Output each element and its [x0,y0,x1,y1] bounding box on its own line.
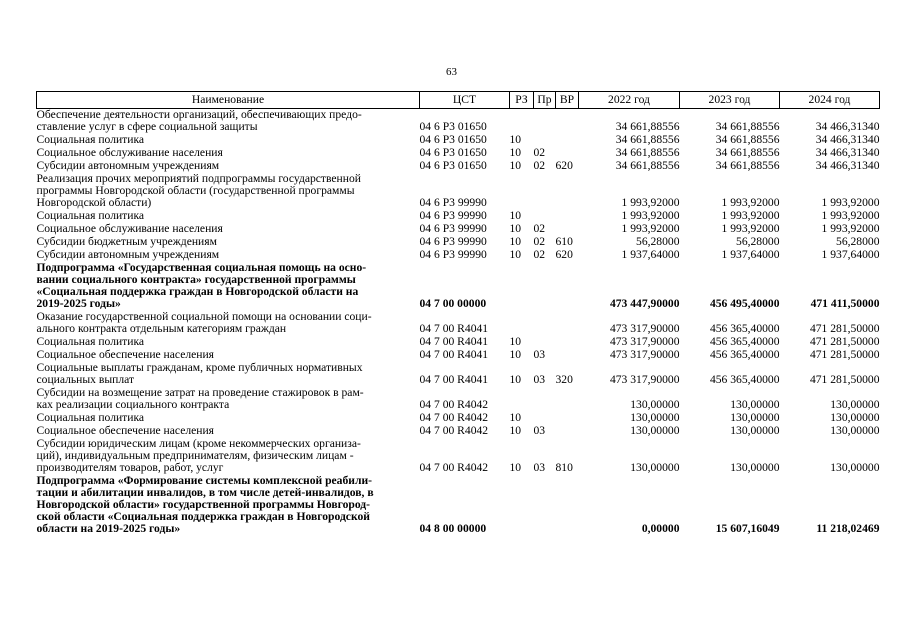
cell-vr [556,210,579,223]
cell-rz: 10 [509,411,522,424]
cell-2022: 473 317,90000 [609,322,680,335]
cell-vr [556,173,579,210]
cell-name: Социальная политика [36,411,145,424]
cell-2023: 456 365,40000 [709,322,780,335]
cell-vr [556,349,579,362]
cell-2022: 34 661,88556 [615,120,680,133]
cell-2023: 34 661,88556 [715,133,780,146]
cell-name: Социальное обеспечение населения [36,424,215,437]
cell-2022: 56,28000 [636,235,680,248]
cell-pr: 03 [533,461,546,474]
table-row [37,387,880,412]
cell-cst: 04 7 00 R4041 [419,322,489,335]
table-row [37,475,880,536]
cell-vr: 810 [555,461,573,474]
cell-vr: 620 [555,248,573,261]
header-2022: 2022 год [579,92,680,109]
cell-name: Субсидии автономным учреждениям [36,159,220,172]
cell-name: Субсидии на возмещение затрат на проведение стажировок в рам- ках реализации социального контракта [36,386,364,411]
cell-2024: 130,00000 [830,424,880,437]
cell-2022: 34 661,88556 [615,146,680,159]
cell-name: Оказание государственной социальной помощи на основании соци- ального контракта отдельным категориям граждан [36,310,372,335]
header-2023: 2023 год [680,92,780,109]
cell-pr: 02 [533,222,546,235]
cell-2024: 1 993,92000 [821,209,880,222]
header-2024: 2024 год [780,92,880,109]
cell-2024: 34 466,31340 [815,133,880,146]
header-pr: Пр [534,92,556,109]
cell-cst: 04 6 Р3 01650 [419,159,487,172]
cell-vr [556,336,579,349]
cell-2024: 471 281,50000 [809,335,880,348]
cell-cst: 04 6 Р3 99990 [419,196,487,209]
budget-table [36,91,880,536]
header-cst: ЦСТ [420,92,510,109]
cell-2024: 130,00000 [830,411,880,424]
cell-2022: 1 993,92000 [621,196,680,209]
header-rz: РЗ [510,92,534,109]
cell-2023: 1 937,64000 [721,248,780,261]
cell-rz: 10 [509,335,522,348]
cell-name: Социальная политика [36,133,145,146]
cell-pr [534,311,556,336]
cell-pr: 02 [533,235,546,248]
cell-name: Субсидии бюджетным учреждениям [36,235,217,248]
cell-2022: 34 661,88556 [615,159,680,172]
cell-2024: 1 993,92000 [821,196,880,209]
table-header-row [37,92,880,109]
cell-2023: 1 993,92000 [721,196,780,209]
cell-rz [510,109,534,135]
cell-rz: 10 [509,159,522,172]
cell-pr [534,173,556,210]
cell-name: Обеспечение деятельности организаций, обеспечивающих предо- ставление услуг в сфере социальной защиты [36,108,362,133]
cell-pr: 03 [533,424,546,437]
cell-name: Социальное обслуживание населения [36,146,223,159]
cell-rz: 10 [509,235,522,248]
cell-rz: 10 [509,248,522,261]
cell-2024: 34 466,31340 [815,120,880,133]
cell-pr [534,109,556,135]
cell-cst: 04 6 Р3 01650 [419,133,487,146]
cell-pr [534,475,556,536]
cell-name: Субсидии юридическим лицам (кроме некоммерческих организа- ций), индивидуальным предпринимателям, физическим лицам - производителям товаров, работ, услуг [36,437,361,474]
cell-2022: 473 317,90000 [609,335,680,348]
table-row [37,109,880,135]
cell-name: Социальные выплаты гражданам, кроме публичных нормативных социальных выплат [36,361,363,386]
cell-2022: 130,00000 [630,461,680,474]
cell-2024: 11 218,02469 [816,522,880,535]
cell-name: Подпрограмма «Государственная социальная помощь на осно- вании социального контракта» государственной программы «Социальная поддержка граждан в Новгородской области на 2019-2025 годы» [36,261,367,310]
table-row [37,311,880,336]
cell-name: Субсидии автономным учреждениям [36,248,220,261]
cell-2023: 130,00000 [730,424,780,437]
cell-cst: 04 8 00 00000 [419,522,487,535]
cell-rz: 10 [509,373,522,386]
cell-2023: 1 993,92000 [721,222,780,235]
cell-2024: 471 281,50000 [809,322,880,335]
cell-2022: 130,00000 [630,411,680,424]
cell-pr: 02 [533,248,546,261]
cell-2024: 1 937,64000 [821,248,880,261]
cell-cst: 04 6 Р3 99990 [419,222,487,235]
cell-cst: 04 7 00 R4042 [419,424,489,437]
cell-rz: 10 [509,222,522,235]
cell-rz: 10 [509,348,522,361]
cell-rz: 10 [509,146,522,159]
cell-rz: 10 [509,424,522,437]
cell-pr: 03 [533,348,546,361]
cell-2022: 473 317,90000 [609,373,680,386]
cell-pr: 02 [533,159,546,172]
cell-name: Реализация прочих мероприятий подпрограммы государственной программы Новгородской области (государственной программы Новгородской области) [36,172,361,209]
cell-pr: 02 [533,146,546,159]
cell-vr [556,262,579,311]
cell-pr [534,387,556,412]
cell-vr: 610 [555,235,573,248]
cell-name: Подпрограмма «Формирование системы комплексной реабили- тации и абилитации инвалидов, в том числе детей-инвалидов, в Новгородской области» государственной программы Новгород- ской области «Социальная поддержка граждан в Новгородской области на 2019-2025 годы» [36,474,374,535]
cell-vr [556,387,579,412]
cell-2022: 130,00000 [630,398,680,411]
cell-rz: 10 [509,461,522,474]
cell-2024: 471 411,50000 [810,297,880,310]
cell-2023: 456 365,40000 [709,335,780,348]
cell-vr [556,425,579,438]
cell-2024: 130,00000 [830,398,880,411]
cell-2023: 456 495,40000 [709,297,780,310]
cell-2023: 56,28000 [736,235,780,248]
cell-2023: 34 661,88556 [715,159,780,172]
cell-2022: 473 447,90000 [609,297,680,310]
cell-2022: 1 993,92000 [621,209,680,222]
cell-vr [556,412,579,425]
cell-2024: 130,00000 [830,461,880,474]
cell-cst: 04 7 00 R4041 [419,335,489,348]
cell-2023: 1 993,92000 [721,209,780,222]
cell-pr [534,262,556,311]
cell-2022: 130,00000 [630,424,680,437]
cell-cst: 04 7 00 R4041 [419,373,489,386]
cell-vr: 620 [555,159,573,172]
cell-pr: 03 [533,373,546,386]
cell-2023: 15 607,16049 [715,522,780,535]
cell-cst: 04 7 00 R4042 [419,461,489,474]
cell-cst: 04 7 00 R4041 [419,348,489,361]
cell-cst: 04 6 Р3 01650 [419,120,487,133]
cell-cst: 04 6 Р3 99990 [419,248,487,261]
cell-2023: 456 365,40000 [709,373,780,386]
cell-rz: 10 [509,209,522,222]
cell-name: Социальная политика [36,209,145,222]
cell-2023: 130,00000 [730,398,780,411]
cell-name: Социальная политика [36,335,145,348]
cell-2024: 34 466,31340 [815,146,880,159]
cell-2023: 130,00000 [730,461,780,474]
cell-rz: 10 [509,133,522,146]
cell-cst: 04 7 00 R4042 [419,398,489,411]
page-number: 63 [446,66,457,78]
cell-2024: 56,28000 [836,235,880,248]
table-body [37,109,880,537]
header-vr: ВР [556,92,579,109]
cell-vr [556,109,579,135]
cell-cst: 04 6 Р3 99990 [419,235,487,248]
cell-cst: 04 7 00 R4042 [419,411,489,424]
cell-cst: 04 6 Р3 01650 [419,146,487,159]
cell-name: Социальное обеспечение населения [36,348,215,361]
cell-rz [510,311,534,336]
cell-cst: 04 6 Р3 99990 [419,209,487,222]
table-row [37,262,880,311]
cell-2023: 456 365,40000 [709,348,780,361]
cell-name: Социальное обслуживание населения [36,222,223,235]
cell-2022: 473 317,90000 [609,348,680,361]
cell-2024: 471 281,50000 [809,348,880,361]
cell-2022: 1 937,64000 [621,248,680,261]
cell-vr [556,311,579,336]
cell-2023: 34 661,88556 [715,120,780,133]
cell-2024: 1 993,92000 [821,222,880,235]
cell-rz [510,262,534,311]
cell-2024: 34 466,31340 [815,159,880,172]
table-row [37,173,880,210]
cell-2022: 0,00000 [641,522,680,535]
cell-rz [510,173,534,210]
cell-2022: 1 993,92000 [621,222,680,235]
cell-rz [510,387,534,412]
cell-2023: 130,00000 [730,411,780,424]
cell-2023: 34 661,88556 [715,146,780,159]
cell-vr: 320 [555,373,573,386]
cell-2022: 34 661,88556 [615,133,680,146]
table-row [37,362,880,387]
cell-rz [510,475,534,536]
header-name: Наименование [37,92,420,109]
cell-vr [556,475,579,536]
cell-cst: 04 7 00 00000 [419,297,487,310]
cell-2024: 471 281,50000 [809,373,880,386]
cell-vr [556,134,579,147]
table-row [37,438,880,475]
